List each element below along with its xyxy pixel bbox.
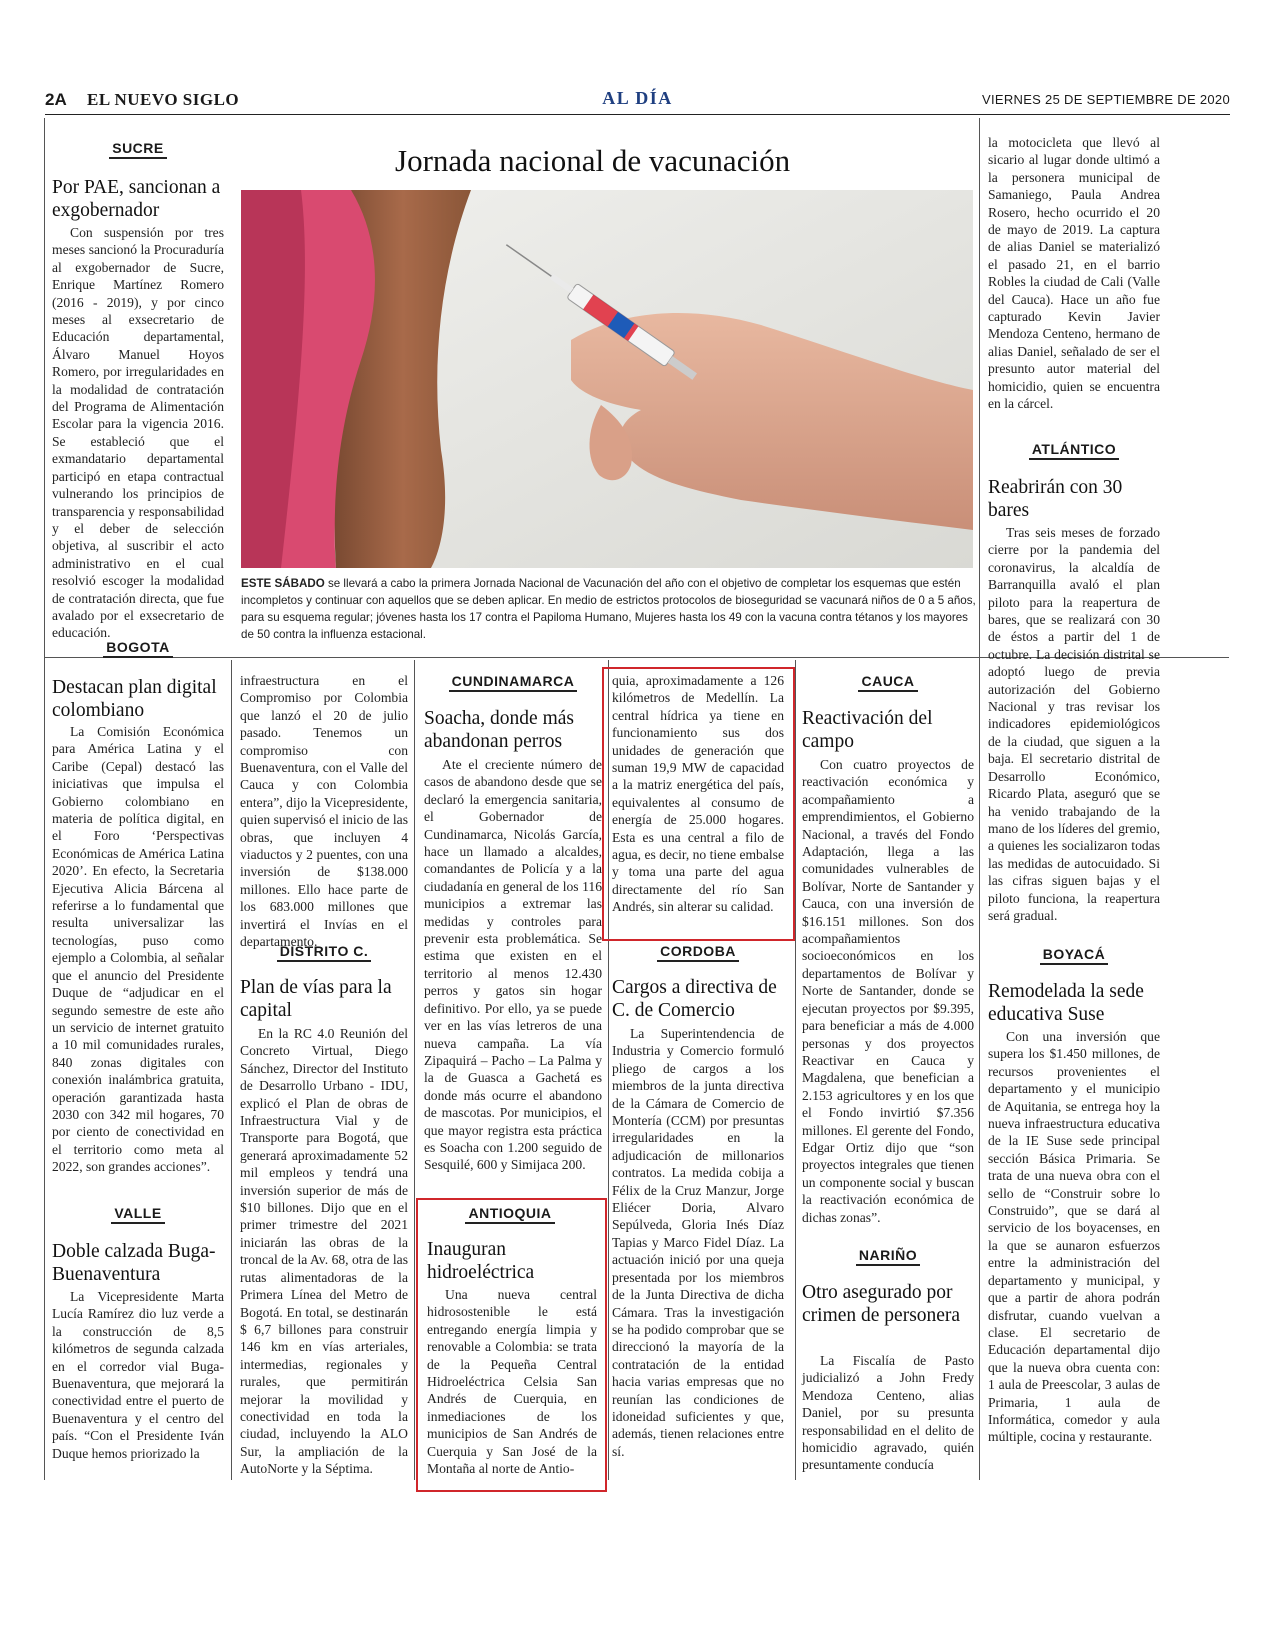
headline-bogota: Destacan plan digital colombiano: [52, 677, 217, 721]
headline-narino: Otro asegurado por crimen de personera: [802, 1282, 961, 1326]
headline-cordoba: Cargos a directiva de C. de Comercio: [612, 977, 777, 1021]
section-name: AL DÍA: [602, 88, 673, 108]
page-number: 2A: [45, 90, 67, 109]
kicker-bogota: BOGOTA: [52, 639, 224, 655]
caption-lead: ESTE SÁBADO: [241, 577, 325, 590]
kicker-distrito: DISTRITO C.: [240, 943, 408, 959]
article-cauca: Con cuatro proyectos de reactivación económica y acompañamiento a emprendimientos, el Gobierno Nacional, a través del Fondo Adaptación, llega a las comunidades vulnerables de Bolívar, Norte de Santander y Cauca, con una inversión de $16.151 millones. Son dos acompañamientos socioeconómicos en los departamentos de Bolívar y Norte de Santander, donde se ejecutan proyectos por $9.395, para beneficiar a más de 4.000 personas y dos proyectos Reactivar en Cauca y Magdalena, que benefician a 2.153 agricultores y en los que el Fondo invirtió $7.356 millones. El gerente del Fondo, Edgar Ortiz dijo que “son proyectos integrales que tienen un componente social y buscan la reactivación económica de dichas zonas”.: [802, 757, 974, 1225]
kicker-cordoba: CORDOBA: [612, 943, 784, 959]
column-rule: [231, 660, 232, 1480]
column-rule: [414, 660, 415, 1480]
kicker-atlantico: ATLÁNTICO: [988, 441, 1160, 457]
issue-date: VIERNES 25 DE SEPTIEMBRE DE 2020: [981, 92, 1230, 107]
article-narino: La Fiscalía de Pasto judicializó a John Fredy Mendoza Centeno, alias Daniel, por su presunta responsabilidad en el delito de homicidio agravado, quién presuntamente conducía: [802, 1353, 974, 1473]
kicker-valle: VALLE: [52, 1205, 224, 1221]
article-boyaca: Con una inversión que supera los $1.450 millones, de recursos provenientes el departamento y el municipio de Aquitania, se entrega hoy la nueva infraestructura educativa de la IE Suse sede principal sección Básica Primaria. Se trata de una nueva obra con el sello de “Construir sobre lo Construido”, que se dará al servicio de los boyacenses, en la que se aunaron esfuerzos entre la administración del departamento y municipal, y que a partir de ahora podrán disfrutar, cuando vuelvan a clase. El secretario de Educación departamental dijo que la nueva obra cuenta con: 1 aula de Preescolar, 3 aulas de Primaria, 1 aula de Informática, comedor y aula múltiple, cocina y restaurante.: [988, 1029, 1160, 1445]
article-cundinamarca: Ate el creciente número de casos de abandono desde que se declaró la emergencia sanitaria, el Gobernador de Cundinamarca, Nicolás García, hace un llamado a alcaldes, comandantes de Policía y a la ciudadanía en general de los 116 municipios a extremar las medidas y controles para prevenir esta problemática. Se estima que existen en el territorio al menos 12.430 perros y gatos sin hogar definitivo. Por ello, ya se puede ver en las vías letreros de una nueva campaña. La vía Zipaquirá – Pacho – La Palma y la de Guasca a Gachetá es donde más ocurre el abandono de mascotas. Por municipios, el que mayor registra esta práctica es Soacha con 1.200 seguido de Sesquilé, 600 y Simijaca 200.: [424, 757, 602, 1173]
vaccination-photo: [241, 190, 973, 568]
kicker-antioquia: ANTIOQUIA: [424, 1205, 596, 1221]
article-valle-continued: infraestructura en el Compromiso por Colombia que lanzó el 20 de julio pasado. Tenemos un compromiso con Buenaventura, con el Valle del Cauca y con Colombia entera”, dijo la Vicepresidente, quien supervisó el inicio de las obras, que incluyen 4 viaductos y 2 puentes, con una inversión de $138.000 millones. Ello hace parte de los 683.000 millones que invertirá el Invías en el departamento.: [240, 673, 408, 950]
column-rule: [795, 660, 796, 1480]
vaccination-illustration: [241, 190, 973, 568]
photo-caption: [241, 575, 976, 643]
caption-text: se llevará a cabo la primera Jornada Nacional de Vacunación del año con el objetivo de completar los esquemas que estén incompletos y continuar con aquellos que se deben aplicar. En medio de estrictos protocolos de bioseguridad se vacunará niños de 0 a 5 años, para su esquema regular; jóvenes hasta los 17 contra el Papiloma Humano, Mujeres hasta los 49 con la vacuna contra tétanos y los mayores de 50 contra la influenza estacional.: [241, 577, 976, 641]
kicker-cundinamarca: CUNDINAMARCA: [424, 673, 602, 689]
article-distrito: En la RC 4.0 Reunión del Concreto Virtual, Diego Sánchez, Director del Instituto de Desarrollo Urbano - IDU, explicó el Plan de obras de Infraestructura Vial y de Transporte para Bogotá, que generará aproximadamente 52 mil empleos y tendrá una inversión superior de más de $10 billones. Dijo que en el primer trimestre del 2021 iniciarán las obras de la troncal de la Av. 68, otra de las rutas alimentadoras de la Primera Línea del Metro de Bogotá. En total, se destinarán $ 6,7 billones para construir 146 km en vías arteriales, intermedias, regionales y rurales, que permitirán mejorar la movilidad y conectividad en toda la ciudad, incluyendo la ALO Sur, la ampliación de la AutoNorte y la Séptima.: [240, 1026, 408, 1477]
headline-cauca: Reactivación del campo: [802, 708, 933, 752]
kicker-boyaca: BOYACÁ: [988, 946, 1160, 962]
article-valle: La Vicepresidente Marta Lucía Ramírez dio luz verde a la construcción de 8,5 kilómetros de segunda calzada en el corredor vial Buga-Buenaventura, que mejorará la conectividad entre el puerto de Buenaventura y el centro del país. “Con el Presidente Iván Duque hemos priorizado la: [52, 1289, 224, 1461]
headline-atlantico: Reabrirán con 30 bares: [988, 477, 1123, 521]
headline-sucre: Por PAE, sancionan a exgobernador: [52, 177, 221, 221]
article-antioquia-continued: quia, aproximadamente a 126 kilómetros de Medellín. La central hídrica ya tiene en funcionamiento sus dos unidades de generación que suman 19,9 MW de capacidad a la matriz energética del país, equivalentes al consumo de energía de 25.000 hogares. Esta es una central a filo de agua, es decir, no tiene embalse y toma una parte del agua directamente del río San Andrés, sin alterar su calidad.: [612, 673, 784, 915]
column-rule: [979, 118, 980, 1480]
newspaper-name: EL NUEVO SIGLO: [87, 90, 240, 109]
article-cordoba: La Superintendencia de Industria y Comercio formuló pliego de cargos a los miembros de la junta directiva de la Cámara de Comercio de Montería (CCM) por presuntas irregularidades en la adjudicación de millonarios contratos. La medida cobija a Félix de la Cruz Manzur, Jorge Eliécer Doria, Alvaro Sepúlveda, Gloria Inés Díaz Tapias y Marco Fidel Díaz. La actuación inició por una queja presentada por los miembros de la Junta Directiva de dicha Cámara. Tras la investigación se ha podido comprobar que se direccionó la mayoría de la contratación de la entidad hacia varias empresas que no reunían las condiciones de idoneidad suficientes y que, además, tienen relaciones entre sí.: [612, 1026, 784, 1459]
headline-distrito: Plan de vías para la capital: [240, 977, 392, 1021]
headline-valle: Doble calzada Buga-Buenaventura: [52, 1241, 216, 1285]
column-rule: [44, 118, 45, 1480]
kicker-sucre: SUCRE: [52, 140, 224, 156]
kicker-narino: NARIÑO: [802, 1247, 974, 1263]
article-atlantico: Tras seis meses de forzado cierre por la pandemia del coronavirus, la alcaldía de Barranquilla avaló el plan piloto para la reapertura de bares, que se realizará con 30 de éstos a partir del 1 de octubre. La decisión distrital se adoptó luego de previa autorización del Gobierno Nacional y tras revisar los indicadores epidemiológicos de la ciudad, que siguen a la baja. El secretario distrital de Desarrollo Económico, Ricardo Plata, aseguró que se ha venido trabajando de la mano de los líderes del gremio, a quienes les socializaron todas las medidas de autocuidado. Si las cifras siguen bajas y el piloto funciona, la reapertura será gradual.: [988, 525, 1160, 923]
article-bogota: La Comisión Económica para América Latina y el Caribe (Cepal) destacó las iniciativas que impulsa el Gobierno colombiano en materia de política digital, en el Foro ‘Perspectivas Económicas de América Latina 2020’. En efecto, la Secretaria Ejecutiva Alicia Bárcena al referirse a lo fundamental que resulta universalizar las tecnologías, puso como ejemplo a Colombia, al señalar que el anuncio del Presidente Duque de “adjudicar en el segundo semestre de este año un servicio de internet gratuito a 10 mil comunidades rurales, 840 zonas digitales con conexión inalámbrica gratuita, operación garantizada hasta 2030 con 342 mil hogares, 70 por ciento de conectividad en el territorio como meta al 2022, son grandes acciones”.: [52, 724, 224, 1175]
headline-antioquia: Inauguran hidroeléctrica: [427, 1239, 535, 1283]
kicker-cauca: CAUCA: [802, 673, 974, 689]
headline-boyaca: Remodelada la sede educativa Suse: [988, 981, 1144, 1025]
headline-cundinamarca: Soacha, donde más abandonan perros: [424, 708, 575, 752]
article-sucre: Con suspensión por tres meses sancionó la Procuraduría al exgobernador de Sucre, Enrique Martínez Romero (2016 - 2019), y por cinco meses al exsecretario de Educación departamental, Álvaro Manuel Hoyos Romero, por irregularidades en la modalidad de contratación del Programa de Alimentación Escolar para la vigencia 2016. Se estableció que el exmandatario departamental participó en etapa contractual vulnerando los principios de transparencia y responsabilidad y el deber de selección objetiva, al suscribir el acto administrativo en el cual resolvió escoger la modalidad de contratación directa, que fue avalado por el exsecretario de educación.: [52, 225, 224, 641]
article-narino-continued: la motocicleta que llevó al sicario al lugar donde ultimó a la personera municipal de Samaniego, Paula Andrea Rosero, hecho ocurrido el 20 de mayo de 2019. La captura de alias Daniel se materializó el pasado 21, en el barrio Robles la ciudad de Cali (Valle del Cauca). Hace un año fue capturado Kevin Javier Mendoza Centeno, hermano de alias Daniel, señalado de ser el presunto autor material del homicidio, quien se encuentra en la cárcel.: [988, 135, 1160, 412]
page-header: [45, 88, 1230, 115]
feature-title: Jornada nacional de vacunación: [395, 143, 791, 178]
article-antioquia: Una nueva central hidrosostenible le está entregando energía limpia y renovable a Colombia: se trata de la Pequeña Central Hidroeléctrica Celsia San Andrés de Cuerquia, en inmediaciones de los municipios de San Andrés de Cuerquia y San José de la Montaña al norte de Antio-: [427, 1287, 597, 1477]
